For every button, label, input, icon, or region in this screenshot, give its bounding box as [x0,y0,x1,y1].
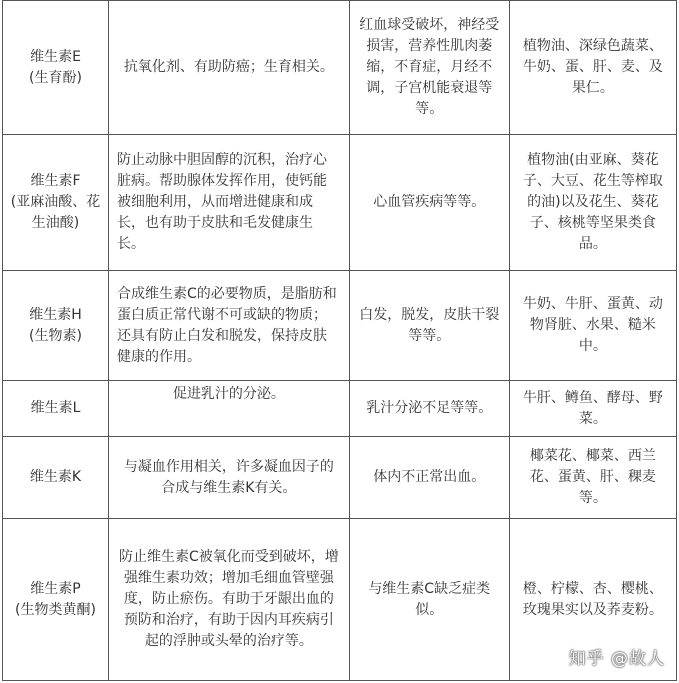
sources-cell: 牛肝、鳟鱼、酵母、野菜。 [509,381,676,437]
deficiency-cell: 乳汁分泌不足等等。 [349,381,509,437]
sources-cell: 椰菜花、椰菜、西兰花、蛋黄、肝、稞麦等。 [509,437,676,519]
vitamin-name: 维生素P [30,580,81,597]
table-row [3,271,677,381]
function-cell: 防止维生素C被氧化而受到破坏，增强维生素功效；增加毛细血管壁强度，防止瘀伤。有助于牙龈出血的预防和治疗，有助于因内耳疾病引起的浮肿或头晕的治疗等。 [109,519,350,681]
vitamin-name: 维生素E [30,48,81,65]
vitamin-alias: (生物素) [29,327,82,344]
function-cell: 促进乳汁的分泌。 [109,381,350,437]
vitamin-name-cell [3,271,109,381]
table-row [3,381,677,437]
deficiency-cell: 与维生素C缺乏症类似。 [349,519,509,681]
vitamin-name: 维生素F [30,173,81,189]
deficiency-cell: 心血管疾病等等。 [349,135,509,271]
sources-cell: 橙、柠檬、杏、樱桃、玫瑰果实以及荞麦粉。 [509,519,676,681]
vitamin-alias: (亚麻油酸、花生油酸) [10,194,101,231]
deficiency-cell: 白发，脱发，皮肤干裂等等。 [349,271,509,381]
vitamin-alias: (生物类黄酮) [15,601,96,618]
vitamin-name: 维生素H [29,306,82,323]
sources-cell: 植物油、深绿色蔬菜、牛奶、蛋、肝、麦、及果仁。 [509,1,676,135]
vitamin-alias: (生育酚) [29,69,82,86]
vitamin-name-cell [3,519,109,681]
deficiency-cell: 体内不正常出血。 [349,437,509,519]
table-row [3,1,677,135]
function-cell: 抗氧化剂、有助防癌；生育相关。 [109,1,350,135]
vitamin-name: 维生素L [30,400,81,416]
function-cell: 防止动脉中胆固醇的沉积，治疗心脏病。帮助腺体发挥作用，使钙能被细胞利用，从而增进健康和成长，也有助于皮肤和毛发健康生长。 [109,135,350,271]
function-cell: 与凝血作用相关，许多凝血因子的合成与维生素K有关。 [109,437,350,519]
vitamin-table [2,0,677,681]
vitamin-name-cell [3,1,109,135]
vitamin-name-cell [3,437,109,519]
sources-cell: 植物油(由亚麻、葵花子、大豆、花生等榨取的油)以及花生、葵花子、核桃等坚果类食品。 [509,135,676,271]
sources-cell: 牛奶、牛肝、蛋黄、动物肾脏、水果、糙米中。 [509,271,676,381]
vitamin-name-cell [3,135,109,271]
vitamin-name-cell [3,381,109,437]
deficiency-cell: 红血球受破坏，神经受损害，营养性肌肉萎缩，不育症，月经不调，子宫机能衰退等等。 [349,1,509,135]
function-cell: 合成维生素C的必要物质，是脂肪和蛋白质正常代谢不可或缺的物质；还具有防止白发和脱发，保持皮肤健康的作用。 [109,271,350,381]
table-row [3,135,677,271]
table-row [3,437,677,519]
zhihu-watermark: 知乎 @故人 [568,649,665,669]
vitamin-name: 维生素K [29,469,82,485]
